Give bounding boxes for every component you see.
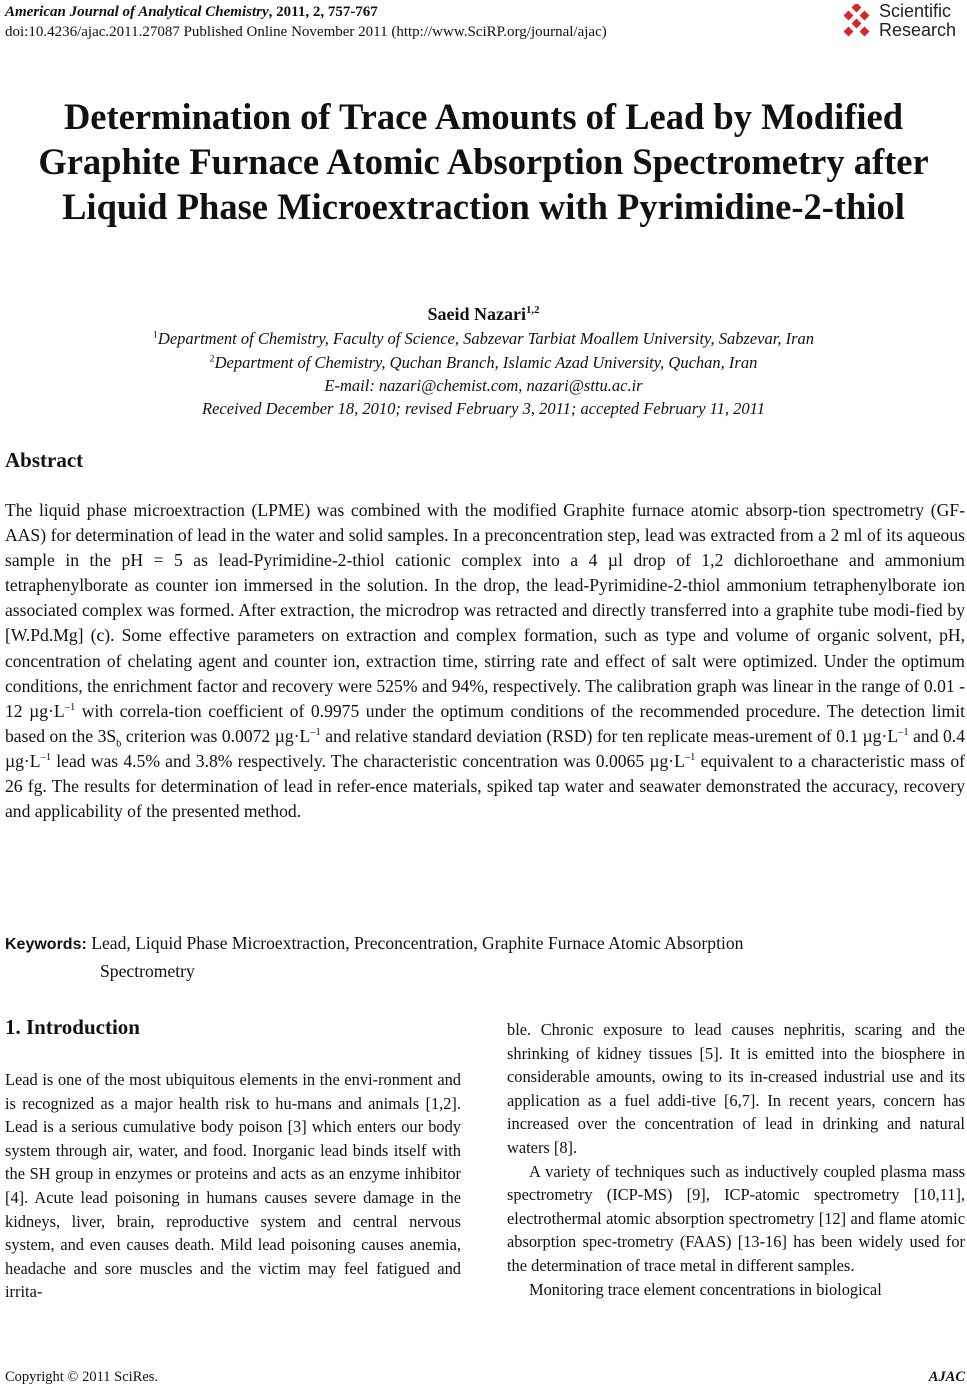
journal-abbrev: AJAC <box>928 1369 965 1385</box>
abstract-heading: Abstract <box>5 448 84 472</box>
paragraph: A variety of techniques such as inductively coupled plasma mass spectrometry (ICP-MS) [9], ICP-atomic spectrometry [10,11], electrothermal atomic absorption spectrometry [12] and flame atomic absorption spec-trometry (FAAS) [13-16] has been widely used for the determination of trace metal in different samples. <box>507 1161 965 1275</box>
paragraph: Monitoring trace element concentrations in biological <box>529 1279 882 1299</box>
paper-title: Determination of Trace Amounts of Lead by Modified Graphite Furnace Atomic Absorption Spectrometry after Liquid Phase Microextraction with Pyrimidine-2-thiol <box>38 96 929 227</box>
page-header <box>5 2 607 42</box>
publisher-logo <box>841 2 963 44</box>
intro-column-right <box>507 1018 965 1301</box>
abstract-body: The liquid phase microextraction (LPME) was combined with the modified Graphite furnace atomic absorp-tion spectrometry (GF-AAS) for determination of lead in the water and solid samples. In a preconcentration step, lead was extracted from a 2 ml of its aqueous sample in the pH = 5 as lead-Pyrimidine-2-thiol cationic complex into a 4 µl drop of 1,2 dichloroethane and ammonium tetraphenylborate as counter ion immersed in the solution. In the drop, the lead-Pyrimidine-2-thiol ammonium tetraphenylborate ion associated complex was formed. After extraction, the microdrop was retracted and directly transferred into a graphite tube modi-fied by [W.Pd.Mg] (c). Some effective parameters on extraction and complex formation, such as type and volume of organic solvent, pH, concentration of chelating agent and counter ion, extraction time, stirring rate and effect of salt were optimized. Under the optimum conditions, the enrichment factor and recovery were 525% and 94%, respectively. The calibration graph was linear in the range of 0.01 - 12 $\mu g\cdot L^{-1}$ with correla-tion coefficient of 0.9975 under the optimum conditions of the recommended procedure. The detection limit based on the $3S_b$ criterion was 0.0072 $\mu g\cdot L^{-1}$ and relative standard deviation (RSD) for ten replicate meas-urement of 0.1 $\mu g\cdot L^{-1}$ and 0.4 $\mu g\cdot L^{-1}$ lead was 4.5% and 3.8% respectively. The characteristic concentration was 0.0065 $\mu g\cdot L^{-1}$ equivalent to a characteristic mass of 26 fg. The results for determination of lead in refer-ence materials, spiked tap water and seawater demonstrated the accuracy, recovery and applicability of the presented method. <box>5 500 965 822</box>
keywords-label: Keywords: <box>5 936 87 953</box>
intro-column-left <box>5 1068 461 1304</box>
copyright: Copyright © 2011 SciRes. <box>5 1369 159 1385</box>
logo-mark-icon <box>841 4 875 40</box>
affiliation-1: $^1$Department of Chemistry, Faculty of Science, Sabzevar Tarbiat Moallem University, Sabzevar, Iran <box>152 329 815 348</box>
journal-name: American Journal of Analytical Chemistry <box>5 4 269 20</box>
page-footer <box>5 1369 965 1386</box>
author-name: Saeid Nazari$^{1,2}$ <box>427 304 540 324</box>
volume-info: , 2011, 2, 757-767 <box>268 4 378 20</box>
doi-line: doi:10.4236/ajac.2011.27087 Published Online November 2011 (http://www.SciRP.org/journal/ajac) <box>5 24 607 40</box>
affiliation-2: $^2$Department of Chemistry, Quchan Branch, Islamic Azad University, Quchan, Iran <box>209 353 758 372</box>
received-dates: Received December 18, 2010; revised February 3, 2011; accepted February 11, 2011 <box>202 399 765 418</box>
paragraph: ble. Chronic exposure to lead causes nephritis, scaring and the shrinking of kidney tissues [5]. It is emitted into the biosphere in considerable amounts, owing to its in-creased industrial use and its application as a fuel addi-tive [6,7]. In recent years, concern has increased over the concentration of lead in drinking and natural waters [8]. <box>507 1020 965 1157</box>
section-heading-introduction: 1. Introduction <box>5 1015 140 1039</box>
keywords: Keywords: Lead, Liquid Phase Microextraction, Preconcentration, Graphite Furnace Atomic Absorption Spectrometry <box>5 933 744 981</box>
paragraph: Lead is one of the most ubiquitous elements in the envi-ronment and is recognized as a major health risk to hu-mans and animals [1,2]. Lead is a serious cumulative body poison [3] which enters our body system through air, water, and food. Inorganic lead binds itself with the SH group in enzymes or proteins and acts as an enzyme inhibitor [4]. Acute lead poisoning in humans causes severe damage in the kidneys, liver, brain, reproductive system and central nervous system, and even causes death. Mild lead poisoning causes anemia, headache and sore muscles and the victim may feel fatigued and irrita- <box>5 1070 461 1302</box>
email-line: E-mail: nazari@chemist.com, nazari@sttu.ac.ir <box>324 376 643 395</box>
logo-text: Scientific Research <box>879 1 957 40</box>
